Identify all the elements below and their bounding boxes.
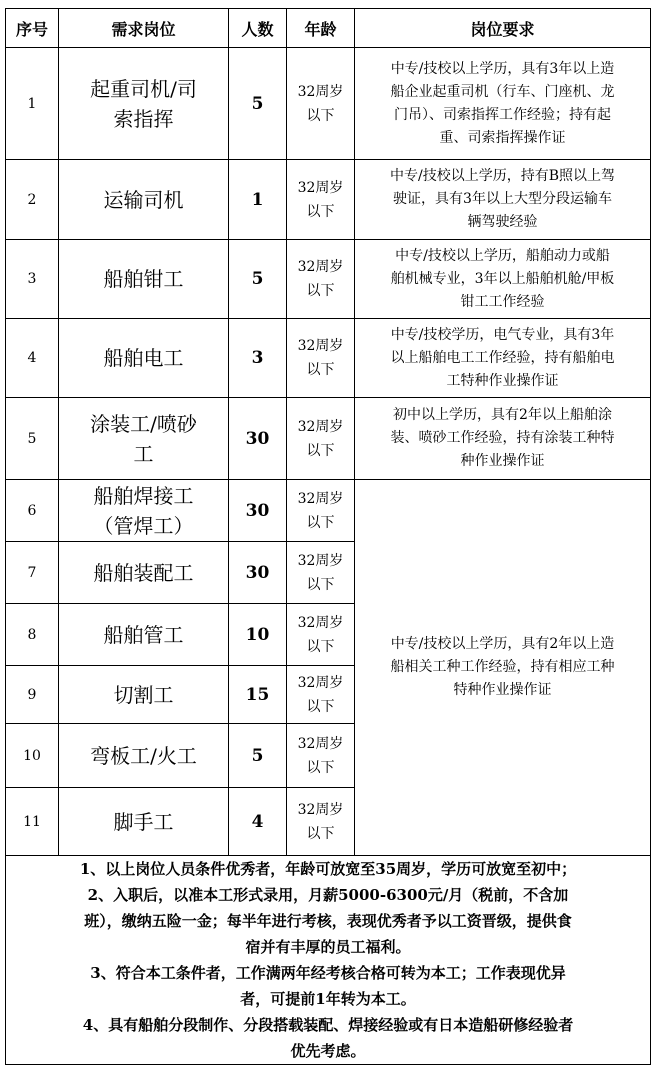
age-line: 以下 bbox=[306, 759, 335, 776]
age-line: 以下 bbox=[306, 825, 335, 842]
age-limit bbox=[287, 398, 355, 480]
position-name bbox=[59, 542, 229, 604]
position-line: 船舶装配工 bbox=[93, 560, 194, 585]
position-name bbox=[59, 724, 229, 788]
note-line: 1、以上岗位人员条件优秀者，年龄可放宽至35周岁，学历可放宽至初中； bbox=[79, 860, 577, 878]
age-line: 以下 bbox=[306, 442, 335, 459]
age-line: 32周岁 bbox=[297, 338, 344, 354]
age-line: 32周岁 bbox=[297, 83, 344, 100]
headcount: 15 bbox=[229, 666, 287, 724]
position-line: 船舶钳工 bbox=[103, 267, 184, 291]
requirement-text bbox=[355, 319, 651, 398]
header-no: 序号 bbox=[6, 9, 59, 48]
age-line: 以下 bbox=[306, 203, 335, 220]
age-line: 以下 bbox=[306, 362, 335, 378]
headcount: 5 bbox=[229, 48, 287, 160]
table-body bbox=[6, 48, 651, 856]
age-line: 32周岁 bbox=[297, 259, 344, 275]
header-age: 年龄 bbox=[287, 9, 355, 48]
row-number: 6 bbox=[6, 480, 59, 542]
note-line: 4、具有船舶分段制作、分段搭载装配、焊接经验或有日本造船研修经验者 bbox=[82, 1016, 574, 1034]
position-line: 工 bbox=[133, 441, 154, 466]
age-limit bbox=[287, 160, 355, 240]
requirement-line: 门吊）、司索指挥工作经验；持有起 bbox=[394, 106, 611, 123]
headcount: 30 bbox=[229, 398, 287, 480]
requirement-line: 舶机械专业，3年以上船舶机舱/甲板 bbox=[390, 270, 615, 287]
age-limit bbox=[287, 542, 355, 604]
headcount: 10 bbox=[229, 604, 287, 666]
headcount: 5 bbox=[229, 240, 287, 319]
table-row bbox=[6, 240, 651, 319]
position-line: 起重司机/司 bbox=[90, 76, 197, 101]
position-line: 切割工 bbox=[113, 682, 174, 707]
requirement-line: 初中以上学历，具有2年以上船舶涂 bbox=[393, 407, 612, 423]
position-line: 弯板工/火工 bbox=[90, 743, 197, 768]
requirement-line: 中专/技校以上学历，具有2年以上造 bbox=[390, 636, 615, 652]
age-limit bbox=[287, 604, 355, 666]
requirement-text bbox=[355, 48, 651, 160]
row-number: 3 bbox=[6, 240, 59, 319]
position-line: 船舶电工 bbox=[103, 346, 184, 370]
age-limit bbox=[287, 48, 355, 160]
row-number: 8 bbox=[6, 604, 59, 666]
requirement-line: 中专/技校以上学历，具有3年以上造 bbox=[390, 60, 615, 77]
requirement-line: 中专/技校以上学历，持有B照以上驾 bbox=[389, 168, 615, 184]
position-line: 涂装工/喷砂 bbox=[90, 411, 197, 436]
position-name bbox=[59, 319, 229, 398]
age-line: 以下 bbox=[306, 283, 335, 299]
note-line: 优先考虑。 bbox=[290, 1042, 366, 1060]
position-name bbox=[59, 160, 229, 240]
age-line: 以下 bbox=[306, 107, 335, 124]
age-line: 32周岁 bbox=[297, 674, 344, 691]
position-line: 船舶管工 bbox=[103, 622, 184, 647]
age-line: 32周岁 bbox=[297, 552, 344, 569]
headcount: 4 bbox=[229, 788, 287, 856]
age-line: 以下 bbox=[306, 638, 335, 655]
table-row bbox=[6, 319, 651, 398]
headcount: 5 bbox=[229, 724, 287, 788]
job-requirements-table bbox=[5, 8, 651, 1065]
requirement-line: 辆驾驶经验 bbox=[467, 214, 538, 230]
table-row bbox=[6, 48, 651, 160]
note-line: 2、入职后，以准本工形式录用，月薪5000-6300元/月（税前，不含加 bbox=[87, 886, 569, 904]
row-number: 7 bbox=[6, 542, 59, 604]
requirement-text bbox=[355, 240, 651, 319]
position-name bbox=[59, 788, 229, 856]
requirement-line: 以上船舶电工工作经验，持有船舶电 bbox=[390, 349, 615, 366]
table-row bbox=[6, 480, 651, 542]
headcount: 30 bbox=[229, 480, 287, 542]
header-position: 需求岗位 bbox=[59, 9, 229, 48]
age-line: 以下 bbox=[306, 576, 335, 593]
notes-row bbox=[6, 856, 651, 1065]
age-line: 32周岁 bbox=[297, 490, 344, 507]
age-limit bbox=[287, 240, 355, 319]
row-number: 4 bbox=[6, 319, 59, 398]
position-name bbox=[59, 240, 229, 319]
position-name bbox=[59, 398, 229, 480]
position-line: 脚手工 bbox=[113, 809, 174, 834]
position-line: 索指挥 bbox=[113, 106, 174, 131]
headcount: 30 bbox=[229, 542, 287, 604]
age-line: 32周岁 bbox=[297, 801, 344, 818]
position-name bbox=[59, 604, 229, 666]
table-header-row bbox=[6, 9, 651, 48]
headcount: 1 bbox=[229, 160, 287, 240]
shared-requirement-text bbox=[355, 480, 651, 856]
requirement-line: 中专/技校学历，电气专业，具有3年 bbox=[390, 326, 615, 343]
age-line: 32周岁 bbox=[297, 614, 344, 631]
age-line: 32周岁 bbox=[297, 179, 344, 196]
position-line: 运输司机 bbox=[103, 187, 184, 212]
requirement-line: 种作业操作证 bbox=[460, 453, 545, 469]
age-line: 以下 bbox=[306, 698, 335, 715]
position-name bbox=[59, 480, 229, 542]
row-number: 11 bbox=[6, 788, 59, 856]
requirement-line: 驶证，具有3年以上大型分段运输车 bbox=[393, 191, 612, 207]
age-limit bbox=[287, 724, 355, 788]
row-number: 10 bbox=[6, 724, 59, 788]
requirement-text bbox=[355, 398, 651, 480]
note-line: 宿并有丰厚的员工福利。 bbox=[245, 938, 411, 956]
header-requirement: 岗位要求 bbox=[355, 9, 651, 48]
requirement-line: 中专/技校以上学历，船舶动力或船 bbox=[395, 247, 610, 264]
requirement-text bbox=[355, 160, 651, 240]
requirement-line: 重、司索指挥操作证 bbox=[439, 129, 566, 146]
table-row bbox=[6, 160, 651, 240]
position-line: 船舶焊接工 bbox=[93, 483, 194, 508]
note-line: 者，可提前1年转为本工。 bbox=[240, 990, 416, 1008]
age-limit bbox=[287, 319, 355, 398]
requirement-line: 船企业起重司机（行车、门座机、龙 bbox=[390, 83, 615, 100]
headcount: 3 bbox=[229, 319, 287, 398]
requirement-line: 工特种作业操作证 bbox=[446, 372, 559, 389]
requirement-line: 装、喷砂工作经验，持有涂装工种特 bbox=[390, 430, 615, 446]
age-limit bbox=[287, 480, 355, 542]
notes-cell bbox=[6, 856, 651, 1065]
row-number: 5 bbox=[6, 398, 59, 480]
age-limit bbox=[287, 788, 355, 856]
position-name bbox=[59, 666, 229, 724]
age-limit bbox=[287, 666, 355, 724]
table-row bbox=[6, 398, 651, 480]
position-name bbox=[59, 48, 229, 160]
age-line: 32周岁 bbox=[297, 418, 344, 435]
age-line: 32周岁 bbox=[297, 735, 344, 752]
requirement-line: 船相关工种工作经验，持有相应工种 bbox=[390, 659, 615, 675]
header-count: 人数 bbox=[229, 9, 287, 48]
row-number: 1 bbox=[6, 48, 59, 160]
row-number: 9 bbox=[6, 666, 59, 724]
note-line: 班），缴纳五险一金；每半年进行考核，表现优秀者予以工资晋级，提供食 bbox=[84, 912, 572, 930]
requirement-line: 钳工工作经验 bbox=[460, 293, 545, 310]
requirement-line: 特种作业操作证 bbox=[453, 682, 552, 698]
position-line: （管焊工） bbox=[93, 513, 194, 538]
age-line: 以下 bbox=[306, 514, 335, 531]
row-number: 2 bbox=[6, 160, 59, 240]
note-line: 3、符合本工条件者，工作满两年经考核合格可转为本工；工作表现优异 bbox=[90, 964, 566, 982]
